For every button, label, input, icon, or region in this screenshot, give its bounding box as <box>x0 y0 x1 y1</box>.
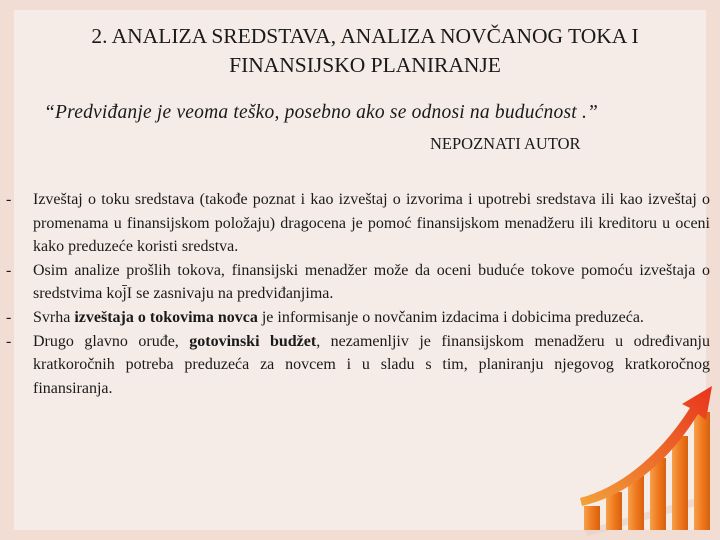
bullet-dash: - <box>6 191 12 208</box>
slide-title <box>20 22 710 80</box>
bullet-text-end: je informisanje o novčanim izdacima i dobicima preduzeća. <box>257 308 644 326</box>
bullet-dash: - <box>6 261 12 279</box>
chart-bar <box>606 492 622 530</box>
bullet-bold-term: izveštaja o tokovima novca <box>74 308 258 326</box>
quote: “Predviđanje je veoma teško, posebno ako se odnosi na budućnost .” <box>44 102 599 123</box>
chart-bar <box>694 412 710 530</box>
chart-floor <box>584 494 710 536</box>
bullet-dash: - <box>6 308 12 326</box>
chart-bar <box>650 458 666 530</box>
bullet-text-start: Drugo glavno oruđe, <box>33 332 190 350</box>
bullet-text-start: Svrha <box>33 308 75 326</box>
bullet-item <box>0 306 710 330</box>
title-line-1: 2. ANALIZA SREDSTAVA, ANALIZA NOVČANOG TOKA I <box>91 24 639 48</box>
bullet-text <box>33 306 710 330</box>
bullet-text-end: , nezamenljiv je finansijskom menadžeru u određivanju kratkoročnih potreba preduzeća za novcem i u sladu s tim, planiranju njegovog kratkoročnog finansiranja. <box>33 332 711 397</box>
bullet-text: Osim analize prošlih tokova, finansijski menadžer može da oceni buduće tokove pomoću izveštaja o sredstvima koj̄I se zasnivaju na predviđanjima. <box>33 261 710 303</box>
chart-bar <box>584 506 600 530</box>
bullet-item <box>0 188 710 259</box>
bullet-item <box>0 259 710 306</box>
rising-bar-chart-arrow-icon <box>578 378 718 538</box>
quote-author: NEPOZNATI AUTOR <box>430 134 581 153</box>
bullet-dash: - <box>6 332 12 350</box>
bullet-bold-term: gotovinski budžet <box>189 332 317 350</box>
bullet-list <box>0 188 710 400</box>
title-line-2: FINANSIJSKO PLANIRANJE <box>229 53 501 77</box>
rising-arrow <box>580 386 712 506</box>
chart-bar <box>672 436 688 530</box>
bullet-text: Izveštaj o toku sredstava (takođe poznat i kao izveštaj o izvorima i upotrebi sredstava ili kao izveštaj o promenama u finansijskom položaju) dragocena je pomoć finansijskom menadžeru ili kreditoru u oceni kako preduzeće koristi sredstva. <box>33 191 710 256</box>
